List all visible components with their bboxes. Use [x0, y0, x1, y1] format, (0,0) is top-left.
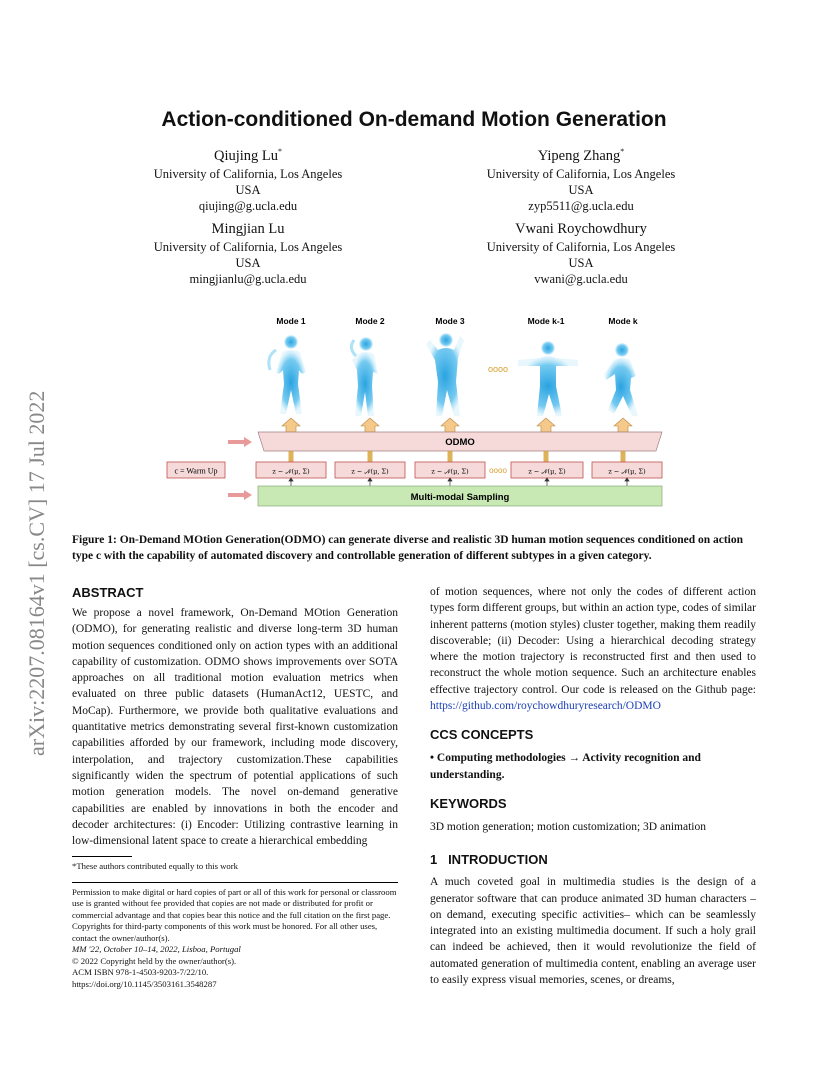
figure-1 [160, 310, 680, 516]
motion-figure [604, 343, 638, 416]
ccs-heading: CCS CONCEPTS [430, 727, 534, 743]
latent-box [511, 462, 583, 478]
author-affiliation: University of California, Los Angeles [486, 240, 676, 254]
author-email: qiujing@g.ucla.edu [198, 198, 298, 213]
author-email: vwani@g.ucla.edu [534, 272, 628, 286]
latent-box [592, 462, 662, 478]
ccs-text: • Computing methodologies → Activity recognition and understanding. [430, 752, 701, 781]
latent-connector [291, 451, 623, 462]
latent-label: z ~ 𝒩(μ, Σ) [608, 467, 646, 476]
motion-figure [426, 333, 464, 416]
equal-contrib-mark: * [278, 147, 283, 156]
permission-notice: Permission to make digital or hard copies of part or all of this work for personal or classroom use is granted without fee provided that copies are not made or distributed for profit or commercial advantage and that copies bear this notice and the full citation on the first page. Copyrights for third-party components of this work must be honored. For all other uses, contact the owner/author(s). [72, 886, 397, 943]
latent-box [335, 462, 405, 478]
author-country: USA [568, 182, 594, 197]
author-block [451, 142, 711, 214]
condition-label: c = Warm Up [174, 466, 218, 476]
keywords-text: 3D motion generation; motion customization; 3D animation [430, 820, 706, 833]
author-name: Yipeng Zhang [537, 147, 621, 164]
mode-label: Mode k [608, 316, 638, 326]
latent-label: z ~ 𝒩(μ, Σ) [272, 467, 310, 476]
author-country: USA [568, 256, 594, 270]
paper-title: Action-conditioned On-demand Motion Generation [161, 108, 667, 131]
author-affiliation: University of California, Los Angeles [153, 240, 343, 254]
equal-contrib-mark: * [620, 147, 625, 156]
author-country: USA [235, 182, 261, 197]
output-arrow [282, 418, 632, 432]
odmo-label: ODMO [445, 437, 475, 448]
latent-box [415, 462, 485, 478]
ellipsis-marker: oooo [487, 364, 509, 374]
arxiv-stamp [22, 298, 52, 758]
mode-label: Mode 3 [435, 316, 465, 326]
left-column [72, 584, 398, 990]
abstract-continued [430, 584, 756, 714]
venue-info: MM '22, October 10–14, 2022, Lisboa, Portugal [72, 944, 241, 955]
motion-figure [351, 337, 378, 416]
abstract-text: We propose a novel framework, On-Demand MOtion Generation (ODMO), for generating realistic and diverse long-term 3D human motion sequences conditioned only on action types with an additional capability of customization. ODMO shows improvements over SOTA approaches on all traditional motion evaluation metrics when evaluated on three public datasets (HumanAct12, UESTC, and MoCap). Furthermore, we provide both qualitative evaluations and quantitative metrics demonstrating several first-known customization capabilities afforded by our framework, including mode discovery, interpolation, and trajectory customization.These capabilities significantly widen the spectrum of potential applications of such motion generation models. The novel on-demand generative capabilities are enabled by innovations in both the encoder and decoder architectures: (i) Encoder: Utilizing contrastive learning in low-dimensional latent space to create a hierarchical embedding [72, 607, 398, 848]
copyright-info: © 2022 Copyright held by the owner/author(s). [72, 955, 237, 966]
author-email: zyp5511@g.ucla.edu [528, 198, 634, 213]
github-link[interactable]: https://github.com/roychowdhuryresearch/ODMO [430, 700, 661, 713]
footnote-rule [72, 856, 132, 857]
isbn-info: ACM ISBN 978-1-4503-9203-7/22/10. [72, 967, 209, 978]
author-name: Qiujing Lu [213, 147, 279, 164]
doi-info: https://doi.org/10.1145/3503161.3548287 [72, 978, 217, 989]
latent-label: z ~ 𝒩(μ, Σ) [431, 467, 469, 476]
latent-label: z ~ 𝒩(μ, Σ) [528, 467, 566, 476]
side-arrow [228, 490, 252, 500]
author-name: Vwani Roychowdhury [515, 221, 647, 237]
author-block [118, 142, 378, 214]
motion-figure [269, 335, 306, 414]
mode-label: Mode k-1 [527, 316, 565, 326]
ellipsis-marker: oooo [489, 466, 507, 475]
sampling-arrow [289, 478, 629, 486]
introduction-text: A much coveted goal in multimedia studies is the design of a generator software that can produce animated 3D human characters –on demand, executing specific activities– which can be seamlessly integrated into an existing multimedia document. If such a holy grail can indeed be achieved, then it would revolutionize the field of automated generation of multimedia content, enabling an average user to easily express visual memories, scenes, or dreams, [430, 876, 756, 987]
abstract-heading: ABSTRACT [72, 585, 144, 600]
figure-diagram [160, 310, 680, 516]
abstract-continued-text: of motion sequences, where not only the codes of different action types form different groups, but within an action type, codes of similar inherent patterns (motion styles) cluster together, making them readily discoverable; (ii) Decoder: Using a hierarchical decoding strategy where the motion trajectory is reconstructed first and then used to reconstruct the whole motion sequence. Such an architecture enables effective trajectory control. Our code is released on the Github page: [430, 586, 756, 696]
author-country: USA [235, 256, 261, 270]
author-affiliation: University of California, Los Angeles [486, 166, 676, 181]
author-affiliation: University of California, Los Angeles [153, 166, 343, 181]
equal-contribution-footnote: *These authors contributed equally to this work [72, 861, 238, 872]
side-arrow [228, 437, 252, 447]
author-name: Mingjian Lu [211, 221, 285, 237]
keywords-heading: KEYWORDS [430, 795, 507, 811]
figure-caption: Figure 1: On-Demand MOtion Generation(ODMO) can generate diverse and realistic 3D human motion sequences conditioned on action type c with the capability of automated discovery and controllable generation of different subtypes in a given category. [72, 534, 744, 562]
mode-label: Mode 1 [276, 316, 306, 326]
arxiv-stamp-text: arXiv:2207.08164v1 [cs.CV] 17 Jul 2022 [24, 390, 49, 756]
sampling-label: Multi-modal Sampling [410, 492, 510, 503]
latent-box [256, 462, 326, 478]
right-column [430, 584, 756, 988]
author-block [451, 220, 711, 287]
mode-label: Mode 2 [355, 316, 385, 326]
author-block [118, 220, 378, 287]
latent-label: z ~ 𝒩(μ, Σ) [351, 467, 389, 476]
permission-rule [72, 882, 398, 883]
introduction-heading: 1 INTRODUCTION [430, 852, 548, 868]
motion-figure [518, 341, 578, 416]
author-email: mingjianlu@g.ucla.edu [189, 272, 307, 286]
